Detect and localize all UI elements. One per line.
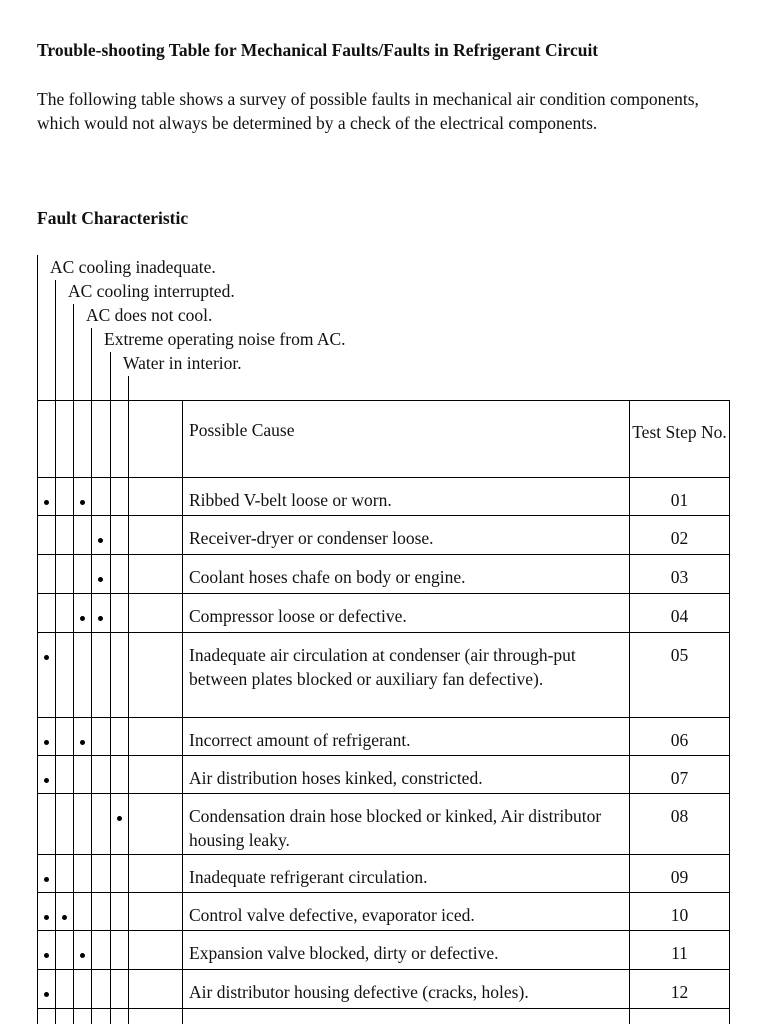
table-row-rule: [37, 854, 730, 855]
characteristic-bracket-line: [73, 304, 74, 1024]
bullet-dot-icon: [44, 778, 49, 783]
table-row-rule: [37, 969, 730, 970]
table-cell-cause: Ribbed V-belt loose or worn.: [189, 490, 392, 510]
table-row-rule: [37, 793, 730, 794]
table-cell-cause: Compressor loose or defective.: [189, 606, 407, 626]
fault-characteristic-label: Extreme operating noise from AC.: [104, 329, 346, 349]
table-cell-step: 09: [670, 867, 689, 887]
table-row-rule: [37, 930, 730, 931]
bullet-dot-icon: [98, 616, 103, 621]
bullet-dot-icon: [62, 915, 67, 920]
table-row-rule: [37, 892, 730, 893]
bullet-dot-icon: [117, 816, 122, 821]
bullet-dot-icon: [44, 877, 49, 882]
bullet-dot-icon: [80, 500, 85, 505]
bullet-dot-icon: [44, 655, 49, 660]
table-row-rule: [37, 632, 730, 633]
characteristic-bracket-line: [55, 280, 56, 1024]
table-cell-step: 08: [670, 806, 689, 826]
table-row-rule: [37, 717, 730, 718]
table-cell-cause: Incorrect amount of refrigerant.: [189, 730, 411, 750]
fault-characteristic-heading: Fault Characteristic: [37, 208, 189, 228]
table-cell-step: 04: [670, 606, 689, 626]
table-cell-cause: Air distribution hoses kinked, constricted.: [189, 768, 483, 788]
bullet-dot-icon: [80, 953, 85, 958]
table-cell-step: 06: [670, 730, 689, 750]
bullet-dot-icon: [44, 500, 49, 505]
fault-characteristic-label: Water in interior.: [123, 353, 242, 373]
bullet-dot-icon: [44, 915, 49, 920]
table-cell-step: 03: [670, 567, 689, 587]
table-cell-cause: Condensation drain hose blocked or kinked, Air distributor housing leaky.: [189, 806, 602, 850]
header-test-step: Test Step No.: [632, 422, 727, 442]
table-cell-cause: Coolant hoses chafe on body or engine.: [189, 567, 466, 587]
fault-characteristic-label: AC cooling inadequate.: [50, 257, 216, 277]
table-row-rule: [37, 554, 730, 555]
bullet-dot-icon: [44, 953, 49, 958]
table-cell-step: 01: [670, 490, 689, 510]
header-possible-cause: Possible Cause: [189, 420, 295, 440]
bullet-dot-icon: [80, 740, 85, 745]
table-cell-cause: Inadequate refrigerant circulation.: [189, 867, 428, 887]
table-cell-step: 07: [670, 768, 689, 788]
table-cell-cause: Inadequate air circulation at condenser (air through-put between plates blocked or auxiliary fan defective).: [189, 645, 576, 689]
table-row-rule: [37, 1008, 730, 1009]
bullet-dot-icon: [98, 577, 103, 582]
table-top-rule: [37, 400, 730, 401]
bullet-dot-icon: [98, 538, 103, 543]
table-cell-cause: Expansion valve blocked, dirty or defective.: [189, 943, 499, 963]
characteristic-bracket-line: [37, 255, 38, 1024]
table-cell-cause: Receiver-dryer or condenser loose.: [189, 528, 434, 548]
characteristic-bracket-line: [110, 352, 111, 1024]
table-column-rule: [128, 376, 129, 1024]
table-cell-step: 11: [671, 943, 688, 963]
bullet-dot-icon: [44, 740, 49, 745]
table-row-rule: [37, 755, 730, 756]
table-cell-step: 02: [670, 528, 689, 548]
table-cell-cause: Control valve defective, evaporator iced.: [189, 905, 475, 925]
table-cell-step: 12: [670, 982, 689, 1002]
characteristic-bracket-line: [91, 328, 92, 1024]
table-row-rule: [37, 593, 730, 594]
table-row-rule: [37, 515, 730, 516]
intro-paragraph: The following table shows a survey of possible faults in mechanical air condition components, which would not always be determined by a check of the electrical components.: [37, 89, 699, 133]
table-cell-step: 05: [670, 645, 689, 665]
bullet-dot-icon: [80, 616, 85, 621]
header-bottom-rule: [37, 477, 730, 478]
bullet-dot-icon: [44, 992, 49, 997]
document-title: Trouble-shooting Table for Mechanical Faults/Faults in Refrigerant Circuit: [37, 40, 599, 60]
fault-characteristic-label: AC does not cool.: [86, 305, 213, 325]
table-cell-step: 10: [670, 905, 689, 925]
fault-characteristic-label: AC cooling interrupted.: [68, 281, 235, 301]
table-cell-cause: Air distributor housing defective (cracks, holes).: [189, 982, 529, 1002]
